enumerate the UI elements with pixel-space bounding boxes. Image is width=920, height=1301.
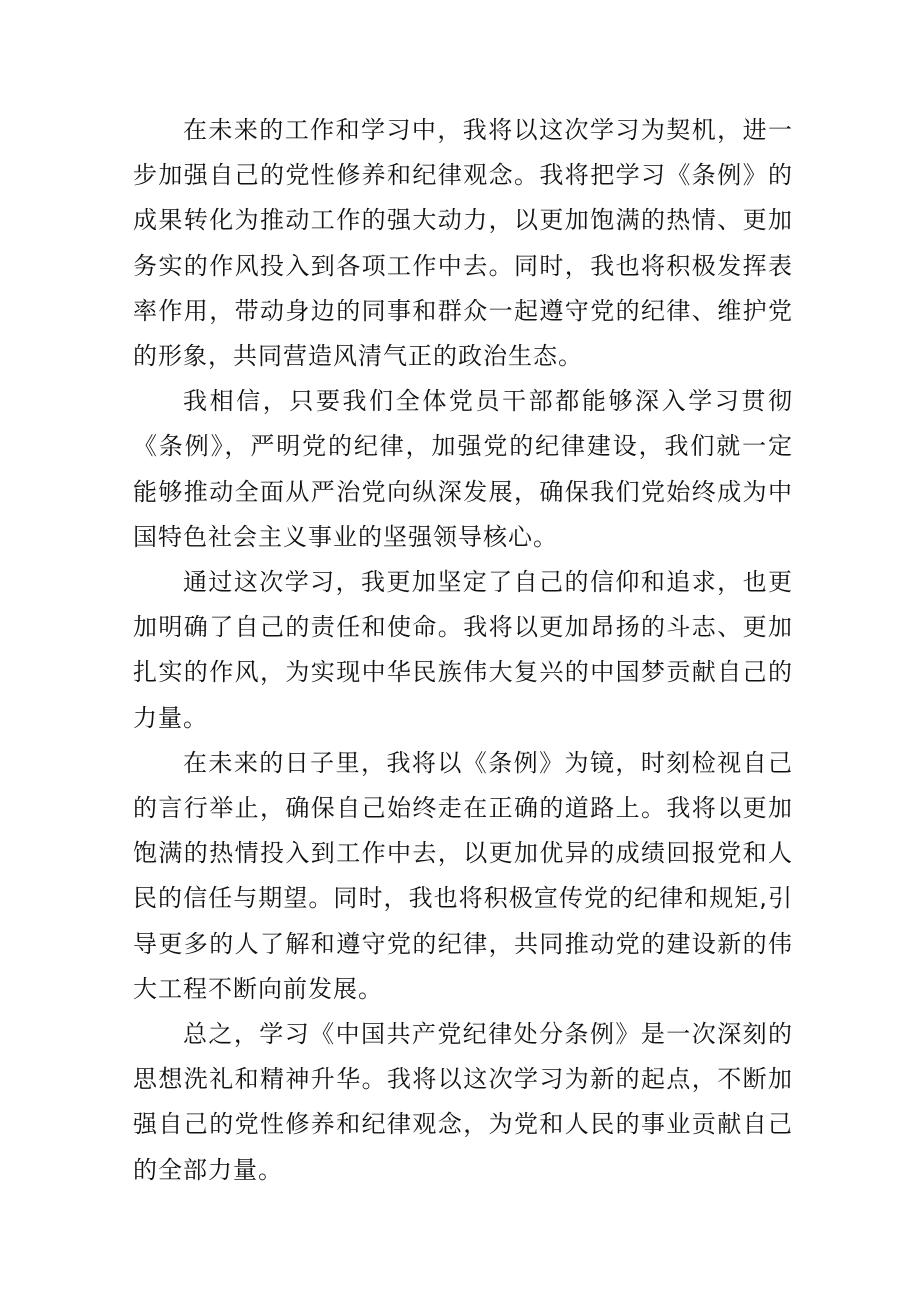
paragraph-3: 通过这次学习，我更加坚定了自己的信仰和追求，也更加明确了自己的责任和使命。我将以更加昂扬的斗志、更加扎实的作风，为实现中华民族伟大复兴的中国梦贡献自己的力量。 (133, 568, 793, 732)
paragraph-4: 在未来的日子里，我将以《条例》为镜，时刻检视自己的言行举止，确保自己始终走在正确的道路上。我将以更加饱满的热情投入到工作中去，以更加优异的成绩回报党和人民的信任与期望。同时，我也将积极宣传党的纪律和规矩,引导更多的人了解和遵守党的纪律，共同推动党的建设新的伟大工程不断向前发展。 (133, 748, 793, 1003)
paragraph-5: 总之，学习《中国共产党纪律处分条例》是一次深刻的思想洗礼和精神升华。我将以这次学习为新的起点，不断加强自己的党性修养和纪律观念，为党和人民的事业贡献自己的全部力量。 (133, 1020, 793, 1184)
document-body (133, 108, 793, 1193)
paragraph-2: 我相信，只要我们全体党员干部都能够深入学习贯彻《条例》，严明党的纪律，加强党的纪律建设，我们就一定能够推动全面从严治党向纵深发展，确保我们党始终成为中国特色社会主义事业的坚强领导核心。 (133, 387, 793, 551)
paragraph-1: 在未来的工作和学习中，我将以这次学习为契机，进一步加强自己的党性修养和纪律观念。我将把学习《条例》的成果转化为推动工作的强大动力，以更加饱满的热情、更加务实的作风投入到各项工作中去。同时，我也将积极发挥表率作用，带动身边的同事和群众一起遵守党的纪律、维护党的形象，共同营造风清气正的政治生态。 (133, 116, 793, 371)
